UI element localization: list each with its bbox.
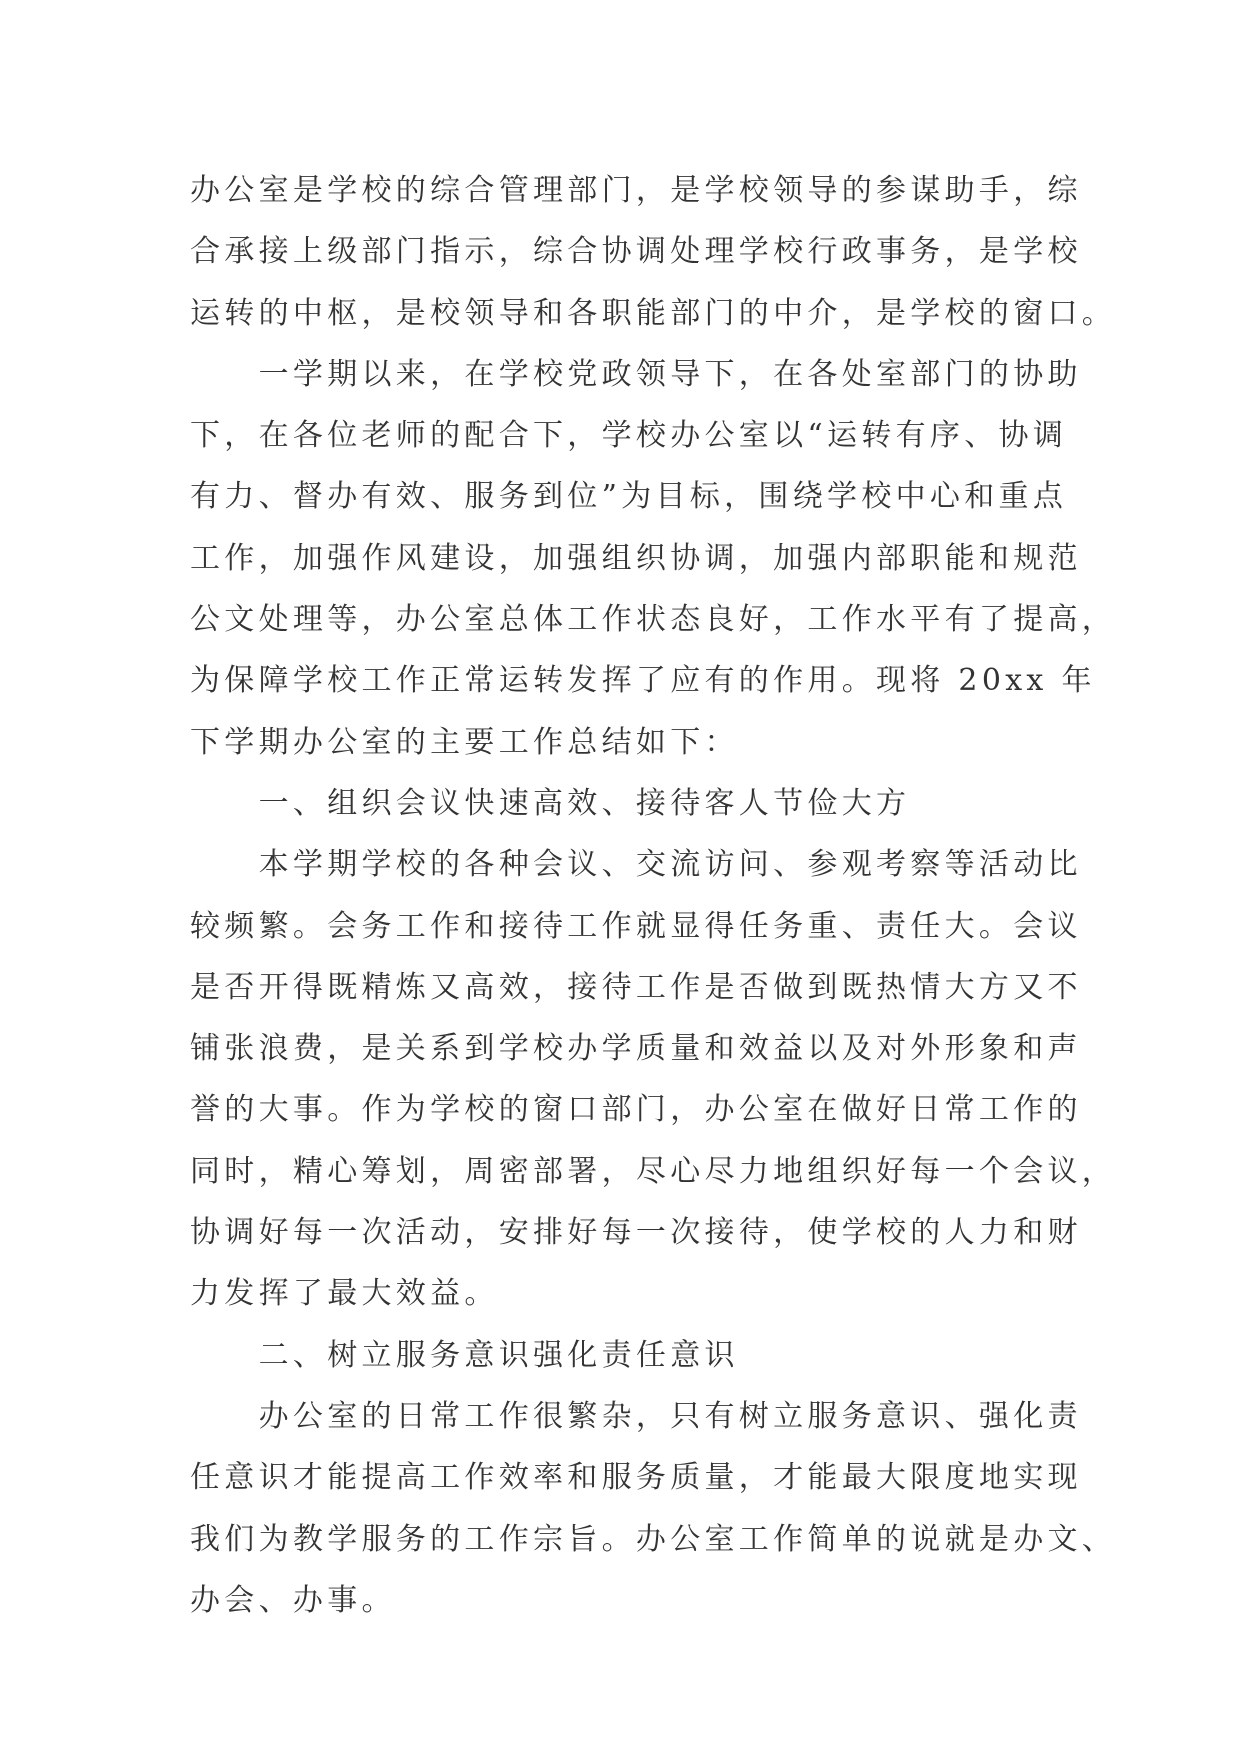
text-line: 一学期以来，在学校党政领导下，在各处室部门的协助 — [190, 356, 1082, 392]
text-line: 力发挥了最大效益。 — [190, 1276, 499, 1312]
section-heading: 二、树立服务意识强化责任意识 — [190, 1337, 739, 1373]
text-line: 运转的中枢，是校领导和各职能部门的中介，是学校的窗口。 — [190, 295, 1117, 331]
text-line: 办公室是学校的综合管理部门，是学校领导的参谋助手，综 — [190, 173, 1082, 208]
text-line: 誉的大事。作为学校的窗口部门，办公室在做好日常工作的 — [190, 1092, 1082, 1128]
text-line: 办公室的日常工作很繁杂，只有树立服务意识、强化责 — [190, 1398, 1082, 1434]
text-line: 下，在各位老师的配合下，学校办公室以“运转有序、协调 — [190, 418, 1068, 454]
section-heading: 一、组织会议快速高效、接待客人节俭大方 — [190, 785, 911, 821]
text-line: 为保障学校工作正常运转发挥了应有的作用。现将 20xx 年 — [190, 663, 1096, 699]
text-line: 本学期学校的各种会议、交流访问、参观考察等活动比 — [190, 847, 1082, 883]
text-line: 铺张浪费，是关系到学校办学质量和效益以及对外形象和声 — [190, 1031, 1082, 1067]
text-line: 协调好每一次活动，安排好每一次接待，使学校的人力和财 — [190, 1215, 1082, 1251]
text-line: 下学期办公室的主要工作总结如下： — [190, 724, 739, 760]
document-body — [190, 160, 1117, 1631]
text-line: 较频繁。会务工作和接待工作就显得任务重、责任大。会议 — [190, 908, 1082, 944]
text-line: 合承接上级部门指示，综合协调处理学校行政事务，是学校 — [190, 234, 1082, 270]
text-line: 公文处理等，办公室总体工作状态良好，工作水平有了提高， — [190, 602, 1117, 638]
text-line: 任意识才能提高工作效率和服务质量，才能最大限度地实现 — [190, 1460, 1082, 1496]
text-line: 办会、办事。 — [190, 1582, 396, 1618]
text-line: 工作，加强作风建设，加强组织协调，加强内部职能和规范 — [190, 540, 1082, 576]
text-line: 是否开得既精炼又高效，接待工作是否做到既热情大方又不 — [190, 969, 1082, 1005]
text-line: 同时，精心筹划，周密部署，尽心尽力地组织好每一个会议， — [190, 1153, 1117, 1189]
text-line: 有力、督办有效、服务到位”为目标，围绕学校中心和重点 — [190, 479, 1068, 515]
text-line: 我们为教学服务的工作宗旨。办公室工作简单的说就是办文、 — [190, 1521, 1117, 1557]
